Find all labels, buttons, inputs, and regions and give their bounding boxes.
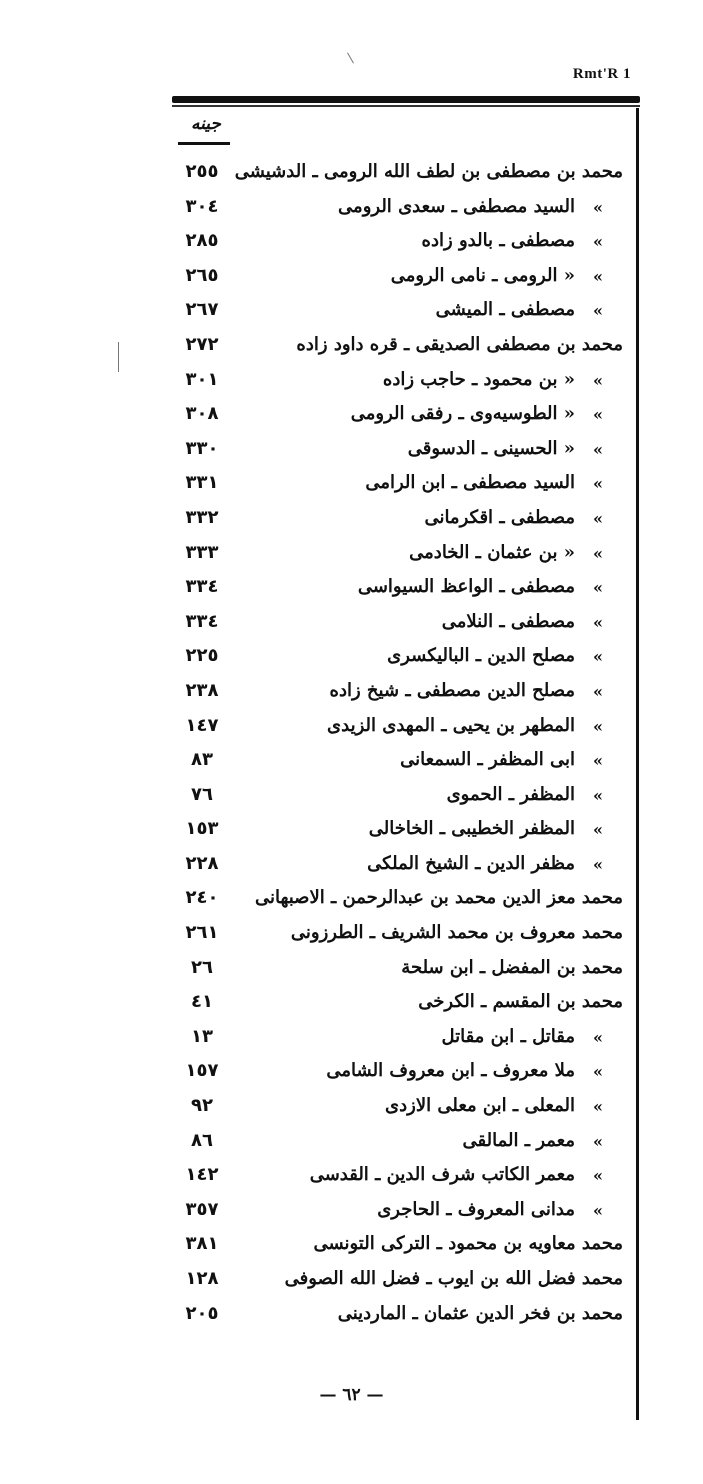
ditto-mark: « [593, 370, 603, 390]
entry-name: مصطفى ـ الميشى [435, 299, 575, 321]
entry-name: المطهر بن يحيى ـ المهدى الزيدى [327, 714, 575, 736]
ditto-mark: « [593, 681, 603, 701]
ditto-mark: « [593, 578, 603, 598]
entry-name: محمد معروف بن محمد الشريف ـ الطرزونى [290, 922, 623, 944]
entry-page-number: ٨٣ [191, 749, 213, 771]
entry-name: محمد بن المقسم ـ الكرخى [418, 991, 623, 1013]
entry-page-number: ٣٠١ [185, 368, 219, 390]
ditto-mark: « [593, 716, 603, 736]
entry-page-number: ١٥٣ [185, 818, 219, 840]
ditto-mark: « [593, 751, 603, 771]
ditto-mark: « [593, 612, 603, 632]
index-entry [0, 745, 703, 780]
index-entry [0, 780, 703, 815]
index-entry [0, 538, 703, 573]
ditto-mark: « [593, 301, 603, 321]
entry-page-number: ٢٧٢ [185, 333, 219, 355]
index-entry [0, 987, 703, 1022]
index-entry [0, 953, 703, 988]
entry-name: « الرومى ـ نامى الرومى [390, 264, 575, 286]
scan-speck [118, 342, 119, 372]
index-entry [0, 503, 703, 538]
ditto-mark: « [593, 405, 603, 425]
index-entry [0, 261, 703, 296]
entry-page-number: ١٣ [191, 1025, 213, 1047]
ditto-mark: « [593, 1131, 603, 1151]
ditto-mark: « [593, 1097, 603, 1117]
entry-name: « الحسينى ـ الدسوقى [407, 437, 575, 459]
ditto-mark: « [593, 1200, 603, 1220]
entry-name: محمد بن فخر الدين عثمان ـ الماردينى [337, 1302, 623, 1324]
entry-name: مقاتل ـ ابن مقاتل [441, 1025, 575, 1047]
page-column-header-underline [178, 142, 230, 145]
index-entry [0, 607, 703, 642]
entry-page-number: ٢٦٧ [185, 299, 219, 321]
catalog-code: Rmt'R 1 [572, 66, 631, 82]
index-entry [0, 918, 703, 953]
ditto-mark: « [593, 232, 603, 252]
entry-name: محمد معاويه بن محمود ـ التركى التونسى [313, 1233, 623, 1255]
entry-name: محمد بن المفضل ـ ابن سلحة [401, 956, 623, 978]
ditto-mark: « [593, 1027, 603, 1047]
entry-page-number: ٢٦ [191, 956, 213, 978]
entry-page-number: ٢٨٥ [185, 230, 219, 252]
index-entry [0, 192, 703, 227]
index-entry [0, 295, 703, 330]
index-entry [0, 572, 703, 607]
entry-page-number: ٩٢ [191, 1095, 213, 1117]
ditto-mark: « [593, 543, 603, 563]
ditto-mark: « [593, 820, 603, 840]
entry-name: محمد بن مصطفى بن لطف الله الرومى ـ الدشيشى [234, 161, 623, 182]
entry-page-number: ٣٨١ [185, 1233, 219, 1255]
index-entry [0, 330, 703, 365]
entry-name: مصلح الدين مصطفى ـ شيخ زاده [329, 679, 575, 701]
entry-name: مدانى المعروف ـ الحاجرى [377, 1198, 575, 1220]
entry-name: مصطفى ـ النلامى [441, 610, 575, 632]
entry-name: محمد بن مصطفى الصديقى ـ قره داود زاده [296, 333, 623, 355]
entry-page-number: ٤١ [191, 991, 213, 1013]
entry-name: معمر ـ المالقى [462, 1129, 575, 1151]
entry-name: مصطفى ـ اقكرمانى [424, 506, 575, 528]
entry-page-number: ٣٠٨ [185, 403, 219, 425]
index-entry [0, 1299, 703, 1334]
entry-name: السيد مصطفى ـ سعدى الرومى [338, 195, 575, 217]
entry-page-number: ٣٥٧ [185, 1198, 219, 1220]
entry-page-number: ٢٠٥ [185, 1302, 219, 1324]
entry-name: ابى المظفر ـ السمعانى [400, 749, 575, 771]
entry-page-number: ٢٢٥ [185, 645, 219, 667]
ditto-mark: « [593, 1166, 603, 1186]
page-column-header: جينه [191, 114, 221, 134]
index-entry [0, 1126, 703, 1161]
entry-page-number: ١٤٢ [185, 1164, 219, 1186]
ditto-mark: « [593, 647, 603, 667]
entry-page-number: ٢٤٠ [185, 887, 219, 909]
ditto-mark: « [593, 474, 603, 494]
index-entry [0, 676, 703, 711]
entry-page-number: ٧٦ [191, 783, 213, 805]
entry-page-number: ٣٣٤ [185, 576, 219, 598]
header-rule-thick [172, 96, 640, 103]
index-entry [0, 226, 703, 261]
entry-name: معمر الكاتب شرف الدين ـ القدسى [309, 1164, 575, 1186]
index-entry [0, 1022, 703, 1057]
entry-name: « بن محمود ـ حاجب زاده [382, 368, 575, 390]
entry-page-number: ٢٦٥ [185, 264, 219, 286]
index-entry [0, 1264, 703, 1299]
index-entry [0, 883, 703, 918]
ditto-mark: « [593, 266, 603, 286]
index-entry [0, 365, 703, 400]
entry-page-number: ٢٣٨ [185, 679, 219, 701]
entry-page-number: ١٢٨ [185, 1268, 219, 1289]
ditto-mark: « [593, 854, 603, 874]
ditto-mark: « [593, 785, 603, 805]
index-entry [0, 468, 703, 503]
entry-name: مظفر الدين ـ الشيخ الملكى [367, 852, 575, 874]
entry-page-number: ٢٥٥ [185, 161, 219, 182]
index-entry [0, 1229, 703, 1264]
entry-page-number: ٣٣٤ [185, 610, 219, 632]
entry-page-number: ٣٣٢ [185, 506, 219, 528]
entry-name: « بن عثمان ـ الخادمى [409, 541, 575, 563]
ditto-mark: « [593, 197, 603, 217]
entry-name: محمد فضل الله بن ايوب ـ فضل الله الصوفى [284, 1268, 623, 1289]
entry-name: ملا معروف ـ ابن معروف الشامى [326, 1060, 575, 1082]
index-entry [0, 434, 703, 469]
entry-name: السيد مصطفى ـ ابن الرامى [365, 472, 575, 494]
index-entry [0, 711, 703, 746]
index-entry [0, 1056, 703, 1091]
entry-page-number: ٢٦١ [185, 922, 219, 944]
entry-page-number: ٨٦ [191, 1129, 213, 1151]
index-entries [0, 157, 703, 1333]
ditto-mark: « [593, 508, 603, 528]
entry-page-number: ٣٣١ [185, 472, 219, 494]
page-number: — ٦٢ — [319, 1385, 384, 1405]
entry-name: « الطوسيه‌وى ـ رفقى الرومى [350, 403, 575, 425]
index-entry [0, 849, 703, 884]
entry-name: مصطفى ـ بالدو زاده [421, 230, 575, 252]
entry-page-number: ٣٠٤ [185, 195, 219, 217]
index-entry [0, 641, 703, 676]
index-entry [0, 399, 703, 434]
index-entry [0, 157, 703, 192]
header-rule-thin [172, 105, 640, 107]
ditto-mark: « [593, 439, 603, 459]
entry-page-number: ٢٢٨ [185, 852, 219, 874]
entry-name: محمد معز الدين محمد بن عبدالرحمن ـ الاصبهانى [254, 887, 623, 909]
entry-page-number: ١٤٧ [185, 714, 219, 736]
entry-page-number: ٣٣٠ [185, 437, 219, 459]
entry-name: المظفر الخطيبى ـ الخاخالى [368, 818, 575, 840]
entry-name: المعلى ـ ابن معلى الازدى [385, 1095, 575, 1117]
scan-speck [347, 53, 354, 64]
entry-page-number: ١٥٧ [185, 1060, 219, 1082]
entry-name: مصطفى ـ الواعظ السيواسى [357, 576, 575, 598]
index-entry [0, 1160, 703, 1195]
index-entry [0, 1091, 703, 1126]
entry-page-number: ٣٣٣ [185, 541, 219, 563]
index-entry [0, 814, 703, 849]
index-entry [0, 1195, 703, 1230]
ditto-mark: « [593, 1062, 603, 1082]
entry-name: مصلح الدين ـ الباليكسرى [387, 645, 575, 667]
entry-name: المظفر ـ الحموى [446, 783, 575, 805]
